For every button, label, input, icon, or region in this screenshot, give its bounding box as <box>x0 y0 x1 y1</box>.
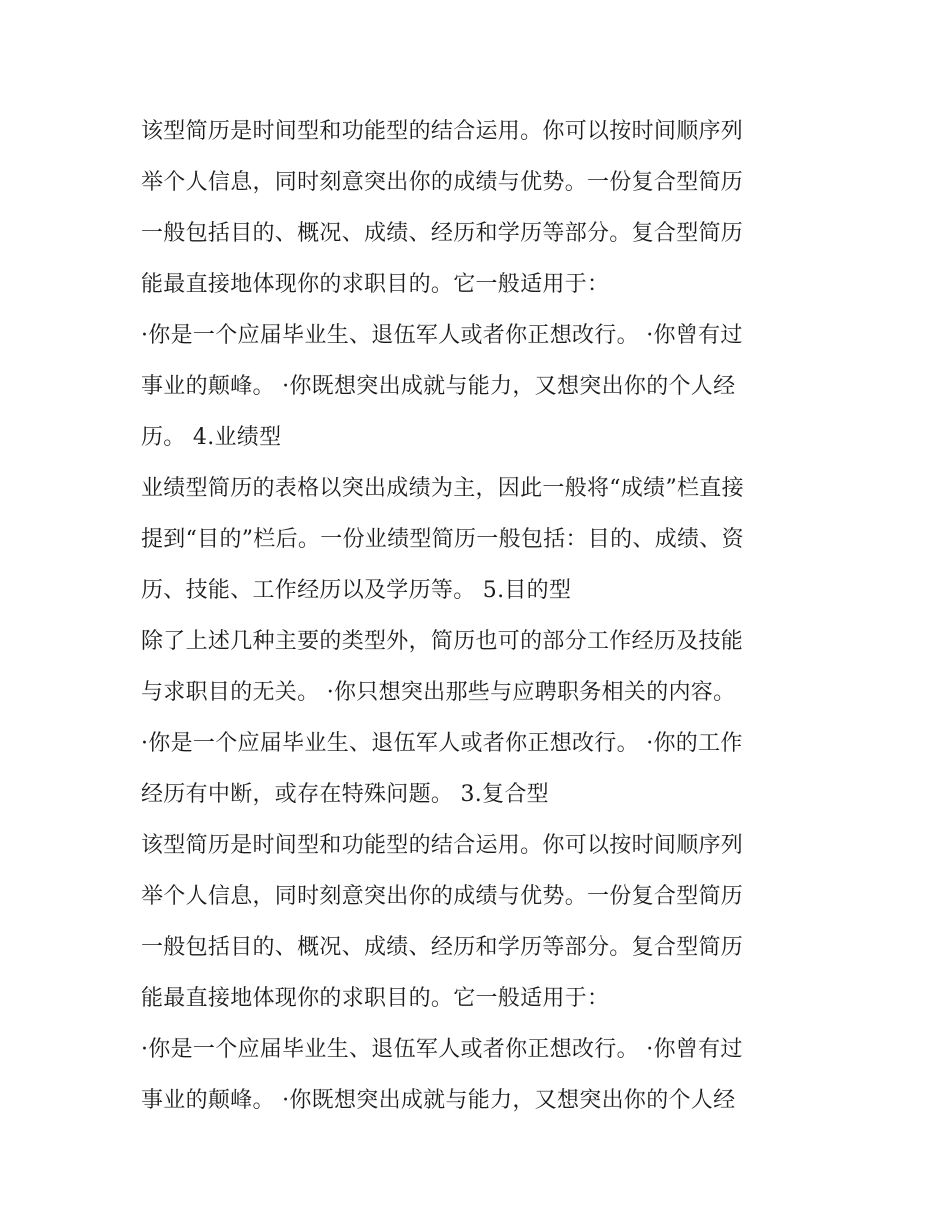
text-line: 能最直接地体现你的求职目的。它一般适用于： <box>141 272 610 297</box>
text-line: 能最直接地体现你的求职目的。它一般适用于： <box>141 986 610 1011</box>
body-text <box>141 106 821 1126</box>
text-line: 除了上述几种主要的类型外，简历也可的部分工作经历及技能 <box>141 629 744 654</box>
text-line: 事业的颠峰。 ·你既想突出成就与能力，又想突出你的个人经 <box>141 374 736 399</box>
text-line: 一般包括目的、概况、成绩、经历和学历等部分。复合型简历 <box>141 935 744 960</box>
text-line: 提到“目的”栏后。一份业绩型简历一般包括：目的、成绩、资 <box>141 527 744 552</box>
text-line: 历、技能、工作经历以及学历等。 5.目的型 <box>141 578 572 603</box>
text-line: ·你是一个应届毕业生、退伍军人或者你正想改行。 ·你的工作 <box>141 731 743 756</box>
text-line: 经历有中断，或存在特殊问题。 3.复合型 <box>141 782 549 807</box>
text-line: 业绩型简历的表格以突出成绩为主，因此一般将“成绩”栏直接 <box>141 476 744 501</box>
text-line: 该型简历是时间型和功能型的结合运用。你可以按时间顺序列 <box>141 119 744 144</box>
text-line: ·你是一个应届毕业生、退伍军人或者你正想改行。 ·你曾有过 <box>141 1037 743 1062</box>
text-line: 举个人信息，同时刻意突出你的成绩与优势。一份复合型简历 <box>141 884 744 909</box>
text-line: 一般包括目的、概况、成绩、经历和学历等部分。复合型简历 <box>141 221 744 246</box>
text-line: 举个人信息，同时刻意突出你的成绩与优势。一份复合型简历 <box>141 170 744 195</box>
text-line: 该型简历是时间型和功能型的结合运用。你可以按时间顺序列 <box>141 833 744 858</box>
text-line: 与求职目的无关。 ·你只想突出那些与应聘职务相关的内容。 <box>141 680 736 705</box>
text-line: 历。 4.业绩型 <box>141 425 282 450</box>
text-line: ·你是一个应届毕业生、退伍军人或者你正想改行。 ·你曾有过 <box>141 323 743 348</box>
text-line: 事业的颠峰。 ·你既想突出成就与能力，又想突出你的个人经 <box>141 1088 736 1113</box>
